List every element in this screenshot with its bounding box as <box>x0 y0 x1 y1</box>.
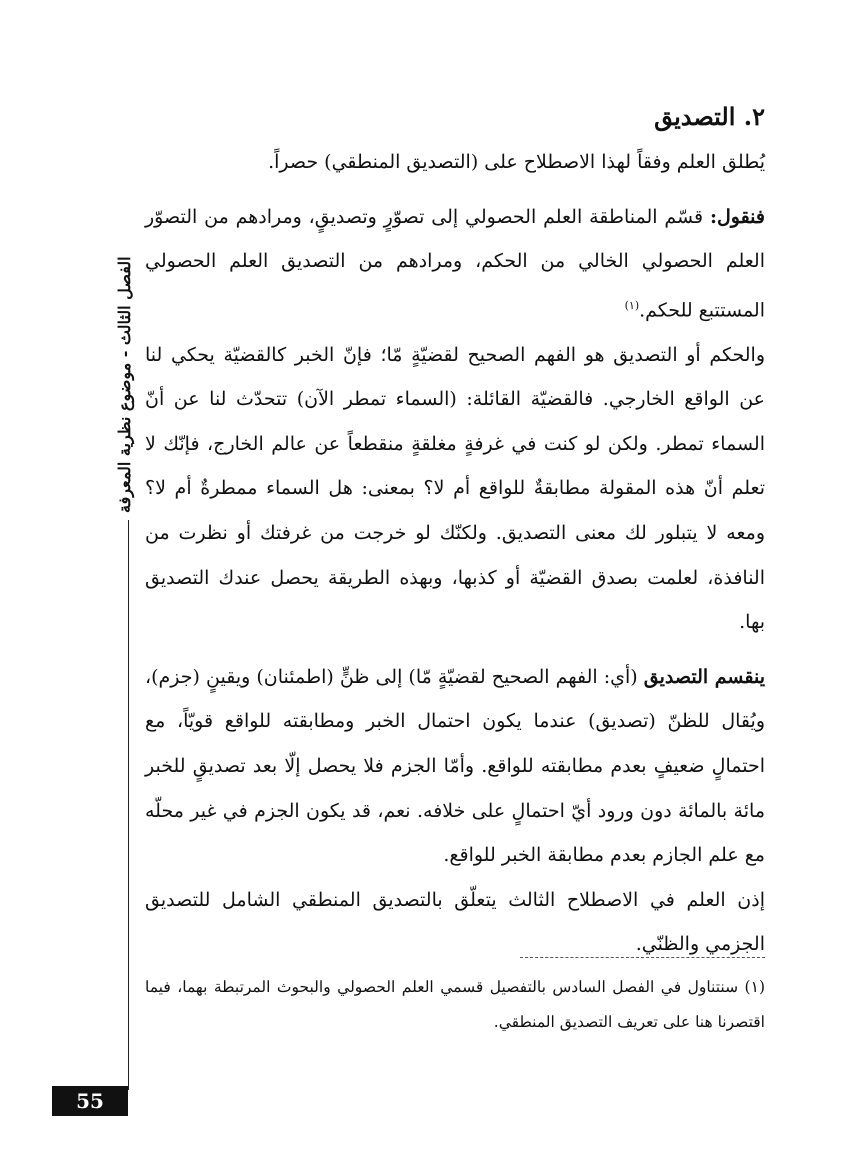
paragraph-4 <box>145 655 765 878</box>
footnote: (١) سنتناول في الفصل السادس بالتفصيل قسمي العلم الحصولي والبحوث المرتبطة بهما، فيما اقتصرنا هنا على تعريف التصديق المنطقي. <box>145 978 765 1031</box>
paragraph-3-text: والحكم أو التصديق هو الفهم الصحيح لقضيّةٍ مّا؛ فإنّ الخبر كالقضيّة يحكي لنا عن الواقع الخارجي. فالقضيّة القائلة: (السماء تمطر الآن) تتحدّث لنا عن أنّ السماء تمطر. ولكن لو كنت في غرفةٍ مغلقةٍ منقطعاً عن عالم الخارج، فإنّك لا تعلم أنّ هذه المقولة مطابقةٌ للواقع أم لا؟ بمعنى: هل السماء ممطرةٌ أم لا؟ ومعه لا يتبلور لك معنى التصديق. ولكنّك لو خرجت من غرفتك أو نظرت من النافذة، لعلمت بصدق القضيّة أو كذبها، وبهذه الطريقة يحصل عندك التصديق بها. <box>145 343 765 634</box>
paragraph-2-text: قسّم المناطقة العلم الحصولي إلى تصوّرٍ وتصديقٍ، ومرادهم من التصوّر العلم الحصولي الخالي من الحكم، ومرادهم من التصديق العلم الحصولي المستتبع للحكم. <box>145 205 765 322</box>
section-heading: ٢. التصديق <box>654 102 765 131</box>
spacer <box>145 645 765 655</box>
spacer <box>145 185 765 195</box>
paragraph-3 <box>145 333 765 645</box>
paragraph-5 <box>145 878 765 967</box>
paragraph-5-text: إذن العلم في الاصطلاح الثالث يتعلّق بالتصديق المنطقي الشامل للتصديق الجزمي والظنّي. <box>145 888 765 956</box>
paragraph-4-lead: ينقسم التصديق <box>643 665 765 688</box>
page-number: 55 <box>52 1086 128 1116</box>
paragraph-1 <box>145 140 765 185</box>
paragraph-2 <box>145 195 765 333</box>
paragraph-2-lead: فنقول: <box>709 205 765 228</box>
chapter-side-title: الفصل الثالث - موضوع نظرية المعرفة <box>115 256 134 514</box>
paragraph-4-text: (أي: الفهم الصحيح لقضيّةٍ مّا) إلى ظنٍّ (اطمئنان) ويقينٍ (جزم)، ويُقال للظنّ (تصديق) عندما يكون احتمال الخبر ومطابقته للواقع قويّاً، مع احتمالٍ ضعيفٍ بعدم مطابقته للواقع. وأمّا الجزم فلا يحصل إلّا بعد تصديقٍ للخبر مائة بالمائة دون ورود أيّ احتمالٍ على خلافه. نعم، قد يكون الجزم في غير محلّه مع علم الجازم بعدم مطابقة الخبر للواقع. <box>145 665 765 867</box>
side-rule <box>128 520 129 1090</box>
paragraph-1-text: يُطلق العلم وفقاً لهذا الاصطلاح على (التصديق المنطقي) حصراً. <box>268 151 765 173</box>
footnote-ref[interactable]: (١) <box>624 298 640 312</box>
footnote-separator <box>520 957 765 958</box>
main-text <box>145 96 765 967</box>
